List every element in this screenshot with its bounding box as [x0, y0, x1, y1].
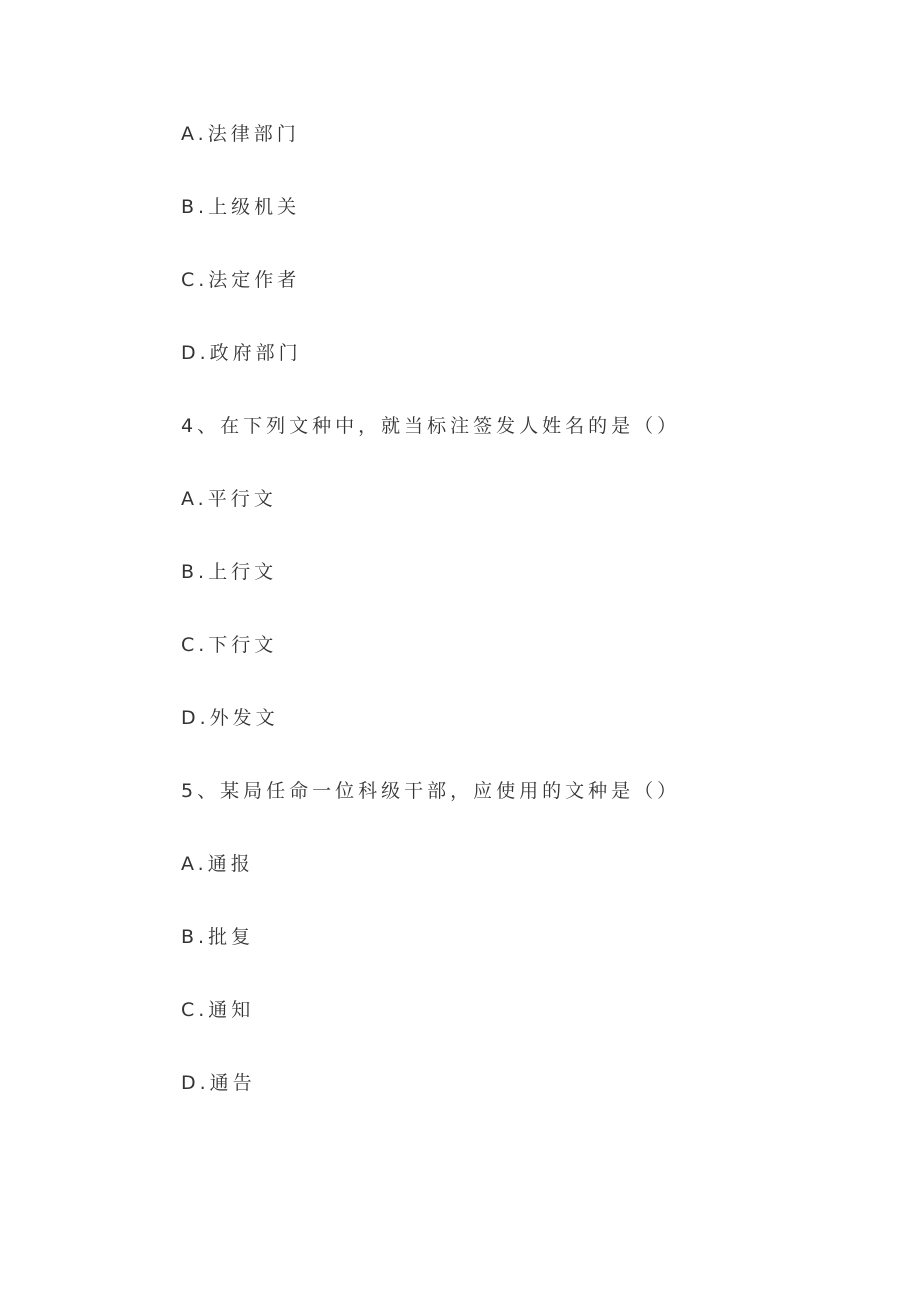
q3-option-b: B.上级机关 [181, 196, 301, 218]
q4-option-d: D.外发文 [181, 707, 279, 729]
q3-option-d: D.政府部门 [181, 342, 302, 364]
q5-option-d: D.通告 [181, 1072, 256, 1094]
q4-option-a: A.平行文 [181, 488, 277, 510]
q5-option-b: B.批复 [181, 926, 255, 948]
q3-option-c: C.法定作者 [181, 269, 301, 291]
q3-option-a: A.法律部门 [181, 123, 300, 145]
q4-option-c: C.下行文 [181, 634, 278, 656]
q5-question: 5、某局任命一位科级干部，应使用的文种是（） [181, 780, 681, 802]
q4-option-b: B.上行文 [181, 561, 278, 583]
q5-option-a: A.通报 [181, 853, 254, 875]
q5-option-c: C.通知 [181, 999, 255, 1021]
q4-question: 4、在下列文种中，就当标注签发人姓名的是（） [181, 415, 681, 437]
